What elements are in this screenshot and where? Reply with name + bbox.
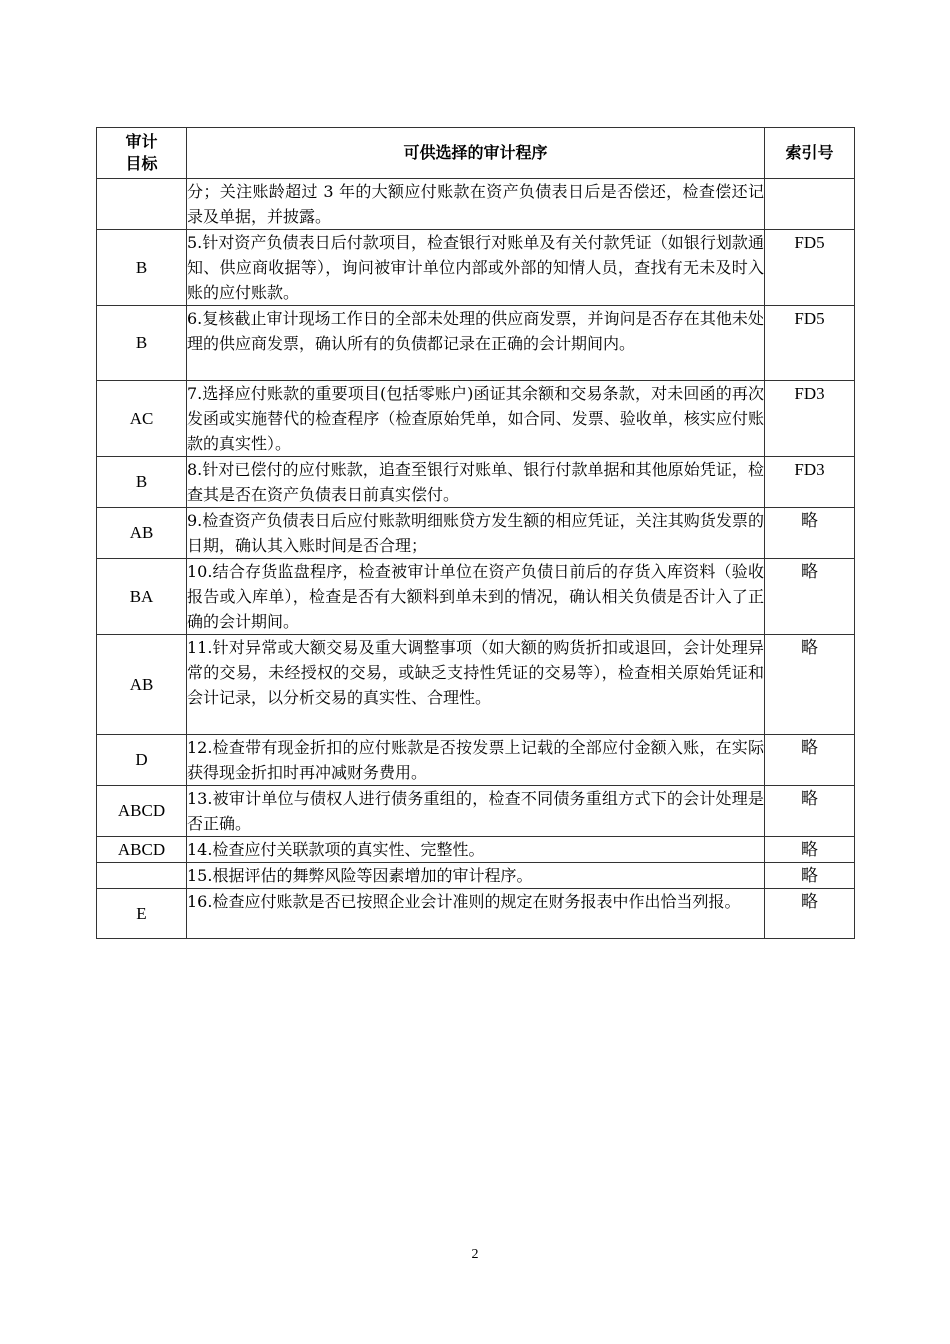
row-procedure: 12.检查带有现金折扣的应付账款是否按发票上记载的全部应付金额入账，在实际获得现金折扣时再冲减财务费用。 [187, 735, 765, 786]
row-procedure: 14.检查应付关联款项的真实性、完整性。 [187, 837, 765, 863]
table-row [97, 230, 855, 306]
row-target: B [97, 306, 187, 381]
row-target: B [97, 230, 187, 306]
row-index: 略 [765, 863, 855, 889]
row-target: ABCD [97, 837, 187, 863]
row-procedure: 10.结合存货监盘程序，检查被审计单位在资产负债日前后的存货入库资料（验收报告或入库单），检查是否有大额料到单未到的情况，确认相关负债是否计入了正确的会计期间。 [187, 559, 765, 635]
row-target: AC [97, 381, 187, 457]
row-procedure: 8.针对已偿付的应付账款，追查至银行对账单、银行付款单据和其他原始凭证，检查其是否在资产负债表日前真实偿付。 [187, 457, 765, 508]
row-index: FD5 [765, 230, 855, 306]
header-index: 索引号 [765, 128, 855, 179]
row-target [97, 179, 187, 230]
row-index: FD3 [765, 381, 855, 457]
table-row [97, 306, 855, 381]
row-target: BA [97, 559, 187, 635]
table-row [97, 735, 855, 786]
row-index: FD5 [765, 306, 855, 381]
row-procedure: 13.被审计单位与债权人进行债务重组的，检查不同债务重组方式下的会计处理是否正确。 [187, 786, 765, 837]
row-target: AB [97, 635, 187, 735]
table-header-row [97, 128, 855, 179]
row-procedure: 分；关注账龄超过 3 年的大额应付账款在资产负债表日后是否偿还，检查偿还记录及单据，并披露。 [187, 179, 765, 230]
row-index: FD3 [765, 457, 855, 508]
table-row [97, 837, 855, 863]
table-row [97, 635, 855, 735]
row-target: D [97, 735, 187, 786]
row-index: 略 [765, 786, 855, 837]
row-procedure: 6.复核截止审计现场工作日的全部未处理的供应商发票，并询问是否存在其他未处理的供应商发票，确认所有的负债都记录在正确的会计期间内。 [187, 306, 765, 381]
table-row [97, 381, 855, 457]
row-procedure: 9.检查资产负债表日后应付账款明细账贷方发生额的相应凭证，关注其购货发票的日期，确认其入账时间是否合理； [187, 508, 765, 559]
table-row [97, 863, 855, 889]
table-row [97, 559, 855, 635]
row-index: 略 [765, 559, 855, 635]
row-index: 略 [765, 837, 855, 863]
table-row [97, 889, 855, 939]
row-procedure: 16.检查应付账款是否已按照企业会计准则的规定在财务报表中作出恰当列报。 [187, 889, 765, 939]
row-target: AB [97, 508, 187, 559]
table-row [97, 179, 855, 230]
row-index: 略 [765, 735, 855, 786]
row-index: 略 [765, 508, 855, 559]
table-row [97, 457, 855, 508]
row-index: 略 [765, 889, 855, 939]
row-target: B [97, 457, 187, 508]
row-procedure: 5.针对资产负债表日后付款项目，检查银行对账单及有关付款凭证（如银行划款通知、供应商收据等），询问被审计单位内部或外部的知情人员，查找有无未及时入账的应付账款。 [187, 230, 765, 306]
header-procedure: 可供选择的审计程序 [187, 128, 765, 179]
row-index: 略 [765, 635, 855, 735]
table-row [97, 786, 855, 837]
header-audit-target: 审计 目标 [97, 128, 187, 179]
page-number: 2 [471, 1247, 479, 1262]
row-procedure: 11.针对异常或大额交易及重大调整事项（如大额的购货折扣或退回，会计处理异常的交易，未经授权的交易，或缺乏支持性凭证的交易等），检查相关原始凭证和会计记录，以分析交易的真实性、合理性。 [187, 635, 765, 735]
table-row [97, 508, 855, 559]
row-index [765, 179, 855, 230]
row-target [97, 863, 187, 889]
audit-procedure-table [96, 127, 855, 939]
row-procedure: 15.根据评估的舞弊风险等因素增加的审计程序。 [187, 863, 765, 889]
row-procedure: 7.选择应付账款的重要项目(包括零账户)函证其余额和交易条款，对未回函的再次发函或实施替代的检查程序（检查原始凭单，如合同、发票、验收单，核实应付账款的真实性）。 [187, 381, 765, 457]
row-target: E [97, 889, 187, 939]
row-target: ABCD [97, 786, 187, 837]
